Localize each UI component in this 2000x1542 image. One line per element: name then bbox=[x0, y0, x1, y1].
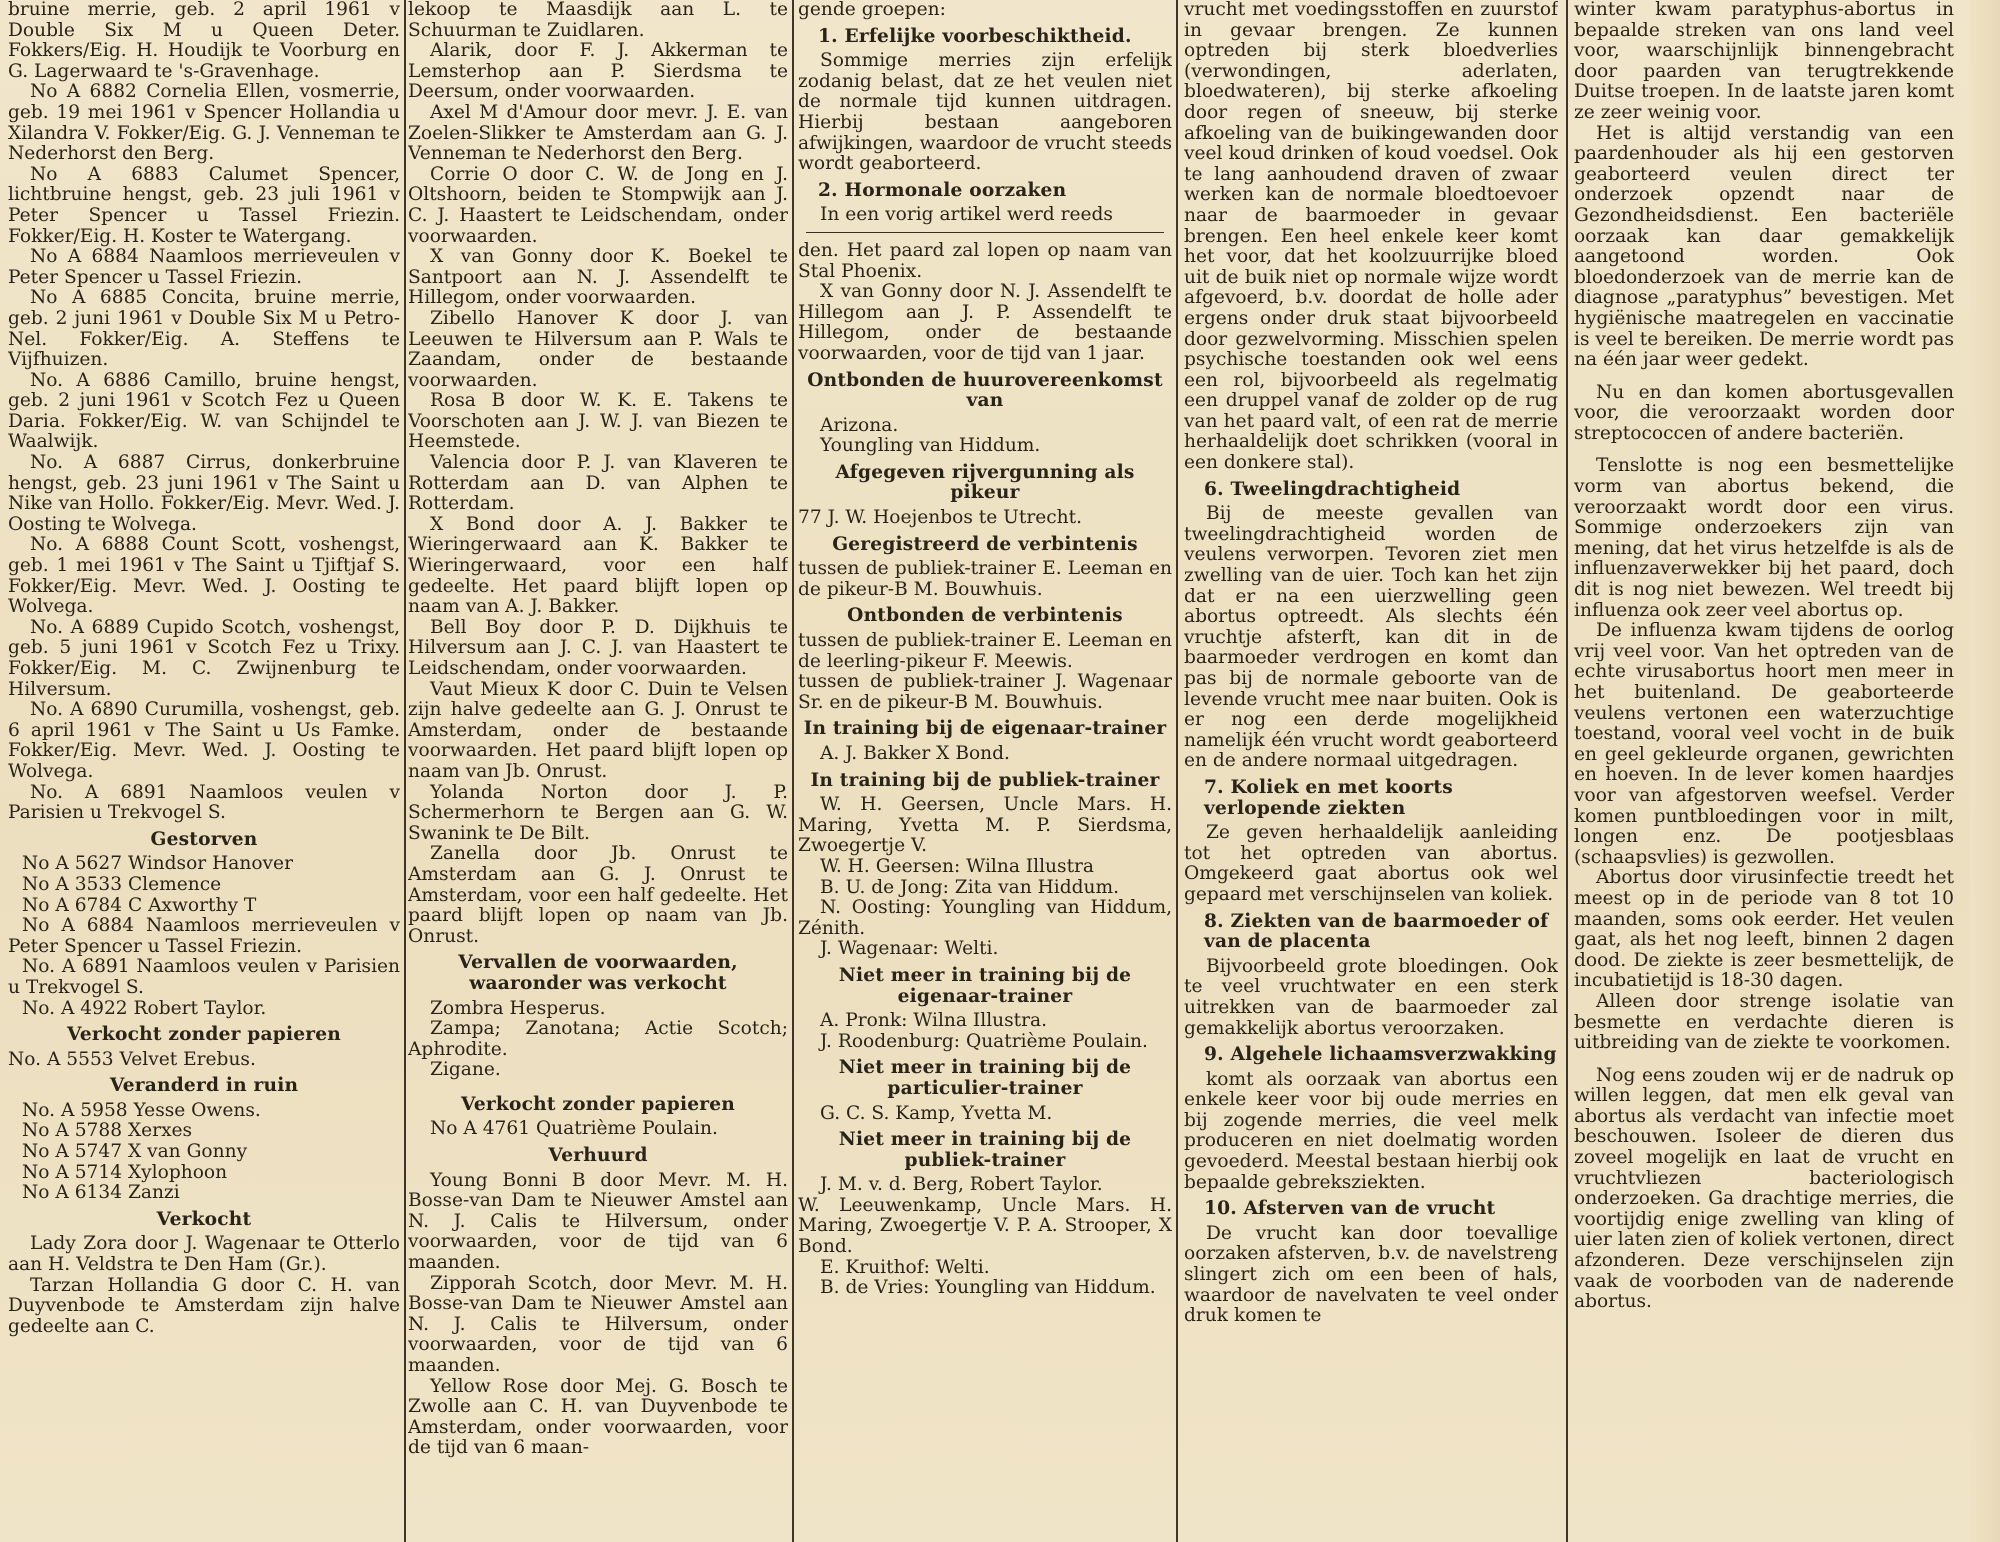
paragraph: Yellow Rose door Mej. G. Bosch te Zwolle aan C. H. van Duyvenbode te Amsterdam, onder voorwaarden, voor de tijd van 6 maan- bbox=[408, 1375, 788, 1459]
paragraph: Het is altijd verstandig van een paardenhouder als hij een gestorven geaborteerd veulen direct ter onderzoek opzendt naar de Gezondheidsdienst. Een bacteriële oorzaak kan daar gemakkelijk aangetoond worden. Ook bloedonderzoek van de merrie kan de diagnose „paratyphus” bevestigen. Met hygiënische maatregelen en vaccinatie is veel te bereiken. De merrie wordt pas na één jaar weer gedekt. bbox=[1574, 122, 1954, 371]
paragraph: Alarik, door F. J. Akkerman te Lemsterhop aan P. Sierdsma te Deersum, onder voorwaarden. bbox=[408, 40, 788, 103]
paragraph: Corrie O door C. W. de Jong en J. Oltshoorn, beiden te Stompwijk aan J. C. J. Haastert te Leidschendam, onder voorwaarden. bbox=[408, 163, 788, 247]
paragraph: De influenza kwam tijdens de oorlog vrij veel voor. Van het optreden van de echte virusabortus hoort men meer in het buitenland. De geaborteerde veulens vertonen een waterzuchtige toestand, vooral veel vocht in de buik en geel gekleurde organen, gewrichten en hoeven. In de lever komen haardjes voor van afgestorven weefsel. Verder komen puntbloedingen voor in milt, longen enz. De pootjesblaas (schaapsvlies) is gezwollen. bbox=[1574, 620, 1954, 868]
list-item: W. H. Geersen: Wilna Illustra bbox=[820, 855, 1095, 877]
heading-verkocht-zonder-papieren-2: Verkocht zonder papieren bbox=[460, 1093, 735, 1115]
paragraph: Nu en dan komen abortusgevallen voor, die veroorzaakt worden door streptococcen of andere bacteriën. bbox=[1574, 381, 1954, 444]
heading-tweelingdrachtigheid: 6. Tweelingdrachtigheid bbox=[1204, 478, 1461, 500]
heading-niet-meer-eigenaar: Niet meer in training bij de eigenaar-trainer bbox=[838, 964, 1132, 1007]
column-2 bbox=[408, 0, 788, 1542]
heading-erfelijke: 1. Erfelijke voorbeschiktheid. bbox=[818, 25, 1132, 47]
paragraph: Valencia door P. J. van Klaveren te Rotterdam aan D. van Alphen te Rotterdam. bbox=[408, 452, 788, 515]
paragraph: No A 6885 Concita, bruine merrie, geb. 2 juni 1961 v Double Six M u Petro-Nel. Fokker/Eig. A. Steffens te Vijfhuizen. bbox=[8, 287, 400, 371]
paragraph: Young Bonni B door Mevr. M. H. Bosse-van Dam te Nieuwer Amstel aan N. J. Calis te Hilversum, onder voorwaarden, voor de tijd van 6 maanden. bbox=[408, 1169, 788, 1274]
list-item: W. H. Geersen, Uncle Mars. H. Maring, Yvetta M. P. Sierdsma, Zwoegertje V. bbox=[798, 794, 1172, 857]
column-1 bbox=[8, 0, 400, 1542]
heading-eigenaar-trainer: In training bij de eigenaar-trainer bbox=[803, 718, 1167, 740]
column-3 bbox=[798, 0, 1172, 1542]
paragraph: X Bond door A. J. Bakker te Wieringerwaard aan K. Bakker te Wieringerwaard, voor een half gedeelte. Het paard blijft lopen op naam van A. J. Bakker. bbox=[408, 513, 788, 618]
paragraph: No A 6884 Naamloos merrieveulen v Peter Spencer u Tassel Friezin. bbox=[8, 246, 400, 288]
paragraph: den. Het paard zal lopen op naam van Stal Phoenix. bbox=[798, 239, 1172, 282]
paragraph: winter kwam paratyphus-abortus in bepaalde streken van ons land veel voor, waarschijnlijk binnengebracht door paarden van terugtrekkende Duitse troepen. In de laatste jaren komt ze zeer weinig voor. bbox=[1574, 0, 1954, 123]
list-item: G. C. S. Kamp, Yvetta M. bbox=[820, 1102, 1053, 1124]
list-item: No. A 5958 Yesse Owens. bbox=[22, 1099, 261, 1121]
heading-afsterven: 10. Afsterven van de vrucht bbox=[1204, 1198, 1496, 1220]
heading-publiek-trainer: In training bij de publiek-trainer bbox=[810, 769, 1160, 791]
heading-rijvergunning: Afgegeven rijvergunning als pikeur bbox=[835, 461, 1135, 504]
page-edge bbox=[1970, 0, 2000, 1542]
paragraph: bruine merrie, geb. 2 april 1961 v Double Six M u Queen Deter. Fokkers/Eig. H. Houdijk te Voorburg en G. Lagerwaard te 's-Gravenhage. bbox=[8, 0, 400, 82]
list-item: No. A 5553 Velvet Erebus. bbox=[8, 1048, 256, 1070]
list-item: N. Oosting: Youngling van Hiddum, Zénith. bbox=[798, 897, 1172, 939]
list-item: Zigane. bbox=[430, 1059, 501, 1081]
paragraph: Tenslotte is nog een besmettelijke vorm van abortus bekend, die veroorzaakt wordt door een virus. Sommige onderzoekers zijn van mening, dat het virus hetzelfde is als de influenzaverwekker bij het paard, doch dit is nog niet bewezen. Wel treedt bij influenza ook zeer veel abortus op. bbox=[1574, 455, 1954, 621]
heading-baarmoeder: 8. Ziekten van de baarmoeder of van de placenta bbox=[1204, 910, 1549, 953]
paragraph: vrucht met voedingsstoffen en zuurstof in gevaar brengen. Ze kunnen optreden bij sterk bloedverlies (verwondingen, aderlaten, bloedwateren), bij sterke afkoeling door regen of sneeuw, bij sterke afkoeling van de buikingewanden door veel koud drinken of koud voedsel. Ook te lang aanhoudend draven of zwaar werken kan de normale bloedtoevoer naar de baarmoeder in gevaar brengen. Een heel enkele keer komt het voor, dat het koolzuurrijke bloed uit de buik niet op normale wijze wordt afgevoerd, b.v. doordat de holle ader ergens onder druk staat bijvoorbeeld door gezwelvorming. Misschien spelen psychische toestanden ook wel eens een rol, bijvoorbeeld als regelmatig een druppel vanaf de zolder op de rug van het paard valt, of een rat de merrie herhaaldelijk doet schrikken (vooral in een donkere stal). bbox=[1184, 0, 1558, 474]
spacer bbox=[1574, 1054, 1954, 1066]
heading-niet-meer-particulier: Niet meer in training bij de particulier-trainer bbox=[838, 1057, 1132, 1099]
paragraph: No. A 6887 Cirrus, donkerbruine hengst, geb. 23 juni 1961 v The Saint u Nike van Hollo. Fokker/Eig. Mevr. Wed. J. Oosting te Wolvega. bbox=[8, 452, 400, 535]
heading-ontbonden: Ontbonden de verbintenis bbox=[847, 605, 1123, 627]
list-item: No. A 6891 Naamloos veulen v Parisien u Trekvogel S. bbox=[8, 956, 400, 998]
paragraph: Bij de meeste gevallen van tweelingdrachtigheid worden de veulens verworpen. Tevoren ziet men zwelling van de uier. Toch kan het zijn dat er na een uierzwelling geen abortus optreedt. Als slechts één vruchtje afsterft, kan dit in de baarmoeder verdrogen en komt dan pas bij de normale geboorte van de levende vrucht mee naar buiten. Ook is er nog een derde mogelijkheid namelijk één vrucht wordt geaborteerd en de andere normaal uitgedragen. bbox=[1184, 503, 1558, 772]
list-item: W. Leeuwenkamp, Uncle Mars. H. Maring, Zwoegertje V. P. A. Strooper, X Bond. bbox=[798, 1194, 1172, 1258]
list-item: A. J. Bakker X Bond. bbox=[820, 743, 1010, 764]
list-item: No A 4761 Quatrième Poulain. bbox=[430, 1118, 718, 1140]
paragraph: Bell Boy door P. D. Dijkhuis te Hilversum aan J. C. J. van Haastert te Leidschendam, onder voorwaarden. bbox=[408, 616, 788, 679]
paragraph: tussen de publiek-trainer E. Leeman en de leerling-pikeur F. Meewis. bbox=[798, 630, 1172, 672]
paragraph: Zipporah Scotch, door Mevr. M. H. Bosse-van Dam te Nieuwer Amstel aan N. J. Calis te Hilversum, onder voorwaarden, voor de tijd van 6 maanden. bbox=[408, 1272, 788, 1376]
paragraph: Sommige merries zijn erfelijk zodanig belast, dat ze het veulen niet de normale tijd kunnen uitdragen. Hierbij bestaan aangeboren afwijkingen, waardoor de vrucht steeds wordt geaborteerd. bbox=[798, 50, 1172, 175]
paragraph: No. A 6890 Curumilla, voshengst, geb. 6 april 1961 v The Saint u Us Famke. Fokker/Eig. Mevr. Wed. J. Oosting te Wolvega. bbox=[8, 699, 400, 782]
paragraph: Ze geven herhaaldelijk aanleiding tot het optreden van abortus. Omgekeerd gaat abortus ook wel gepaard met verschijnselen van koliek. bbox=[1184, 822, 1558, 905]
paragraph: Rosa B door W. K. E. Takens te Voorschoten aan J. W. J. van Biezen te Heemstede. bbox=[408, 390, 788, 453]
list-item: E. Kruithof: Welti. bbox=[820, 1256, 990, 1278]
list-item: J. Wagenaar: Welti. bbox=[820, 938, 999, 960]
list-item: A. Pronk: Wilna Illustra. bbox=[820, 1010, 1048, 1032]
paragraph: tussen de publiek-trainer J. Wagenaar Sr. en de pikeur-B M. Bouwhuis. bbox=[798, 671, 1172, 713]
list-item: B. U. de Jong: Zita van Hiddum. bbox=[820, 876, 1120, 898]
list-item: No A 6784 C Axworthy T bbox=[22, 894, 257, 916]
list-item: 77 J. W. Hoejenbos te Utrecht. bbox=[798, 507, 1082, 529]
paragraph: In een vorig artikel werd reeds bbox=[820, 204, 1113, 226]
column-rule bbox=[404, 0, 406, 1542]
paragraph: gende groepen: bbox=[798, 0, 946, 20]
paragraph: Zanella door Jb. Onrust te Amsterdam aan G. J. Onrust te Amsterdam, voor een half gedeelte. Het paard blijft lopen op naam van Jb. Onrust. bbox=[408, 843, 788, 947]
heading-verkocht: Verkocht bbox=[156, 1208, 252, 1230]
list-item: Zampa; Zanotana; Actie Scotch; Aphrodite. bbox=[408, 1018, 788, 1060]
list-item: No A 6134 Zanzi bbox=[22, 1182, 180, 1204]
paragraph: No A 6882 Cornelia Ellen, vosmerrie, geb. 19 mei 1961 v Spencer Hollandia u Xilandra V. Fokker/Eig. G. J. Venneman te Nederhorst den Berg. bbox=[8, 81, 400, 165]
column-rule bbox=[792, 0, 794, 1542]
heading-verkocht-zonder-papieren: Verkocht zonder papieren bbox=[66, 1024, 341, 1046]
list-item: No A 5788 Xerxes bbox=[22, 1120, 193, 1142]
list-item: J. Roodenburg: Quatrième Poulain. bbox=[820, 1030, 1148, 1052]
list-item: No A 5747 X van Gonny bbox=[22, 1141, 248, 1163]
list-item: J. M. v. d. Berg, Robert Taylor. bbox=[820, 1174, 1103, 1196]
column-5 bbox=[1574, 0, 1954, 1542]
paragraph: No A 6883 Calumet Spencer, lichtbruine hengst, geb. 23 juli 1961 v Peter Spencer u Tassel Friezin. Fokker/Eig. H. Koster te Watergang. bbox=[8, 163, 400, 247]
list-item: Zombra Hesperus. bbox=[430, 997, 606, 1019]
paragraph: No. A 6891 Naamloos veulen v Parisien u Trekvogel S. bbox=[8, 781, 400, 824]
column-rule bbox=[1566, 0, 1568, 1542]
paragraph: X van Gonny door K. Boekel te Santpoort aan N. J. Assendelft te Hillegom, onder voorwaarden. bbox=[408, 246, 788, 309]
paragraph: Alleen door strenge isolatie van besmette en verdachte dieren is uitbreiding van de ziekte te voorkomen. bbox=[1574, 990, 1954, 1054]
paragraph: Lady Zora door J. Wagenaar te Otterlo aan H. Veldstra te Den Ham (Gr.). bbox=[8, 1233, 400, 1276]
paragraph: Tarzan Hollandia G door C. H. van Duyvenbode te Amsterdam zijn halve gedeelte aan C. bbox=[8, 1274, 400, 1337]
heading-niet-meer-publiek: Niet meer in training bij de publiek-trainer bbox=[838, 1129, 1132, 1171]
list-item: Youngling van Hiddum. bbox=[820, 435, 1041, 457]
paragraph: X van Gonny door N. J. Assendelft te Hillegom aan J. P. Assendelft te Hillegom, onder de bestaande voorwaarden, voor de tijd van 1 jaar. bbox=[798, 281, 1172, 364]
heading-geregistreerd: Geregistreerd de verbintenis bbox=[832, 533, 1138, 555]
paragraph: No. A 6889 Cupido Scotch, voshengst, geb. 5 juni 1961 v Scotch Fez u Trixy. Fokker/Eig. M. C. Zwijnenburg te Hilversum. bbox=[8, 616, 400, 700]
list-item: No A 6884 Naamloos merrieveulen v Peter Spencer u Tassel Friezin. bbox=[8, 915, 400, 957]
heading-verzwakking: 9. Algehele lichaamsverzwakking bbox=[1204, 1044, 1557, 1066]
list-item: No. A 4922 Robert Taylor. bbox=[22, 997, 267, 1019]
list-item: No A 3533 Clemence bbox=[22, 873, 222, 895]
paragraph: tussen de publiek-trainer E. Leeman en de pikeur-B M. Bouwhuis. bbox=[798, 558, 1172, 600]
paragraph: komt als oorzaak van abortus een enkele keer voor bij oude merries en bij zogende merries, die veel melk produceren en niet doelmatig worden gevoederd. Meestal bestaan hierbij ook bepaalde gebreksziekten. bbox=[1184, 1068, 1558, 1193]
column-4 bbox=[1184, 0, 1558, 1542]
heading-veranderd-in-ruin: Veranderd in ruin bbox=[109, 1075, 299, 1097]
paragraph: Bijvoorbeeld grote bloedingen. Ook te veel vruchtwater en een sterk uitrekken van de baarmoeder zal gemakkelijk abortus veroorzaken. bbox=[1184, 955, 1558, 1039]
heading-vervallen: Vervallen de voorwaarden, waaronder was verkocht bbox=[458, 952, 738, 994]
list-item: No A 5714 Xylophoon bbox=[22, 1161, 228, 1183]
spacer bbox=[1574, 371, 1954, 383]
divider bbox=[806, 232, 1164, 233]
paragraph: Vaut Mieux K door C. Duin te Velsen zijn halve gedeelte aan G. J. Onrust te Amsterdam, onder de bestaande voorwaarden. Het paard blijft lopen op naam van Jb. Onrust. bbox=[408, 678, 788, 782]
heading-hormonale: 2. Hormonale oorzaken bbox=[818, 179, 1067, 201]
heading-ontbonden-huur: Ontbonden de huurovereenkomst van bbox=[807, 369, 1163, 412]
paragraph: Nog eens zouden wij er de nadruk op willen leggen, dat men elk geval van abortus als verdacht van infectie moet beschouwen. Isoleer de dieren dus zoveel mogelijk en laat de vrucht en vruchtvliezen bacteriologisch onderzoeken. Ga drachtige merries, die voortijdig enige zwelling van kling of uier laten zien of koliek vertonen, direct afzonderen. Deze verschijnselen zijn vaak de voorboden van de naderende abortus. bbox=[1574, 1064, 1954, 1313]
paragraph: De vrucht kan door toevallige oorzaken afsterven, b.v. de navelstreng slingert zich om een been of hals, waardoor de navelvaten te veel onder druk komen te bbox=[1184, 1222, 1558, 1327]
list-item: B. de Vries: Youngling van Hiddum. bbox=[820, 1277, 1156, 1299]
paragraph: Axel M d'Amour door mevr. J. E. van Zoelen-Slikker te Amsterdam aan G. J. Venneman te Nederhorst den Berg. bbox=[408, 101, 788, 165]
paragraph: No. A 6886 Camillo, bruine hengst, geb. 2 juni 1961 v Scotch Fez u Queen Daria. Fokker/Eig. W. van Schijndel te Waalwijk. bbox=[8, 369, 400, 453]
paragraph: Yolanda Norton door J. P. Schermerhorn te Bergen aan G. W. Swanink te De Bilt. bbox=[408, 781, 788, 844]
paragraph: Zibello Hanover K door J. van Leeuwen te Hilversum aan P. Wals te Zaandam, onder de bestaande voorwaarden. bbox=[408, 307, 788, 391]
paragraph: Abortus door virusinfectie treedt het meest op in de periode van 8 tot 10 maanden, soms ook eerder. Het veulen gaat, als het nog leeft, binnen 2 dagen dood. De ziekte is zeer besmettelijk, de incubatietijd is 18-30 dagen. bbox=[1574, 867, 1954, 992]
list-item: No A 5627 Windsor Hanover bbox=[22, 853, 293, 875]
list-item: Arizona. bbox=[820, 414, 899, 436]
paragraph: No. A 6888 Count Scott, voshengst, geb. 1 mei 1961 v The Saint u Tjiftjaf S. Fokker/Eig. Mevr. Wed. J. Oosting te Wolvega. bbox=[8, 534, 400, 618]
heading-verhuurd: Verhuurd bbox=[548, 1145, 648, 1167]
column-rule bbox=[1176, 0, 1178, 1542]
paragraph: lekoop te Maasdijk aan L. te Schuurman te Zuidlaren. bbox=[408, 0, 788, 41]
heading-koliek: 7. Koliek en met koorts verlopende ziekten bbox=[1204, 776, 1453, 819]
heading-gestorven: Gestorven bbox=[150, 828, 258, 850]
registration-list bbox=[8, 0, 400, 824]
